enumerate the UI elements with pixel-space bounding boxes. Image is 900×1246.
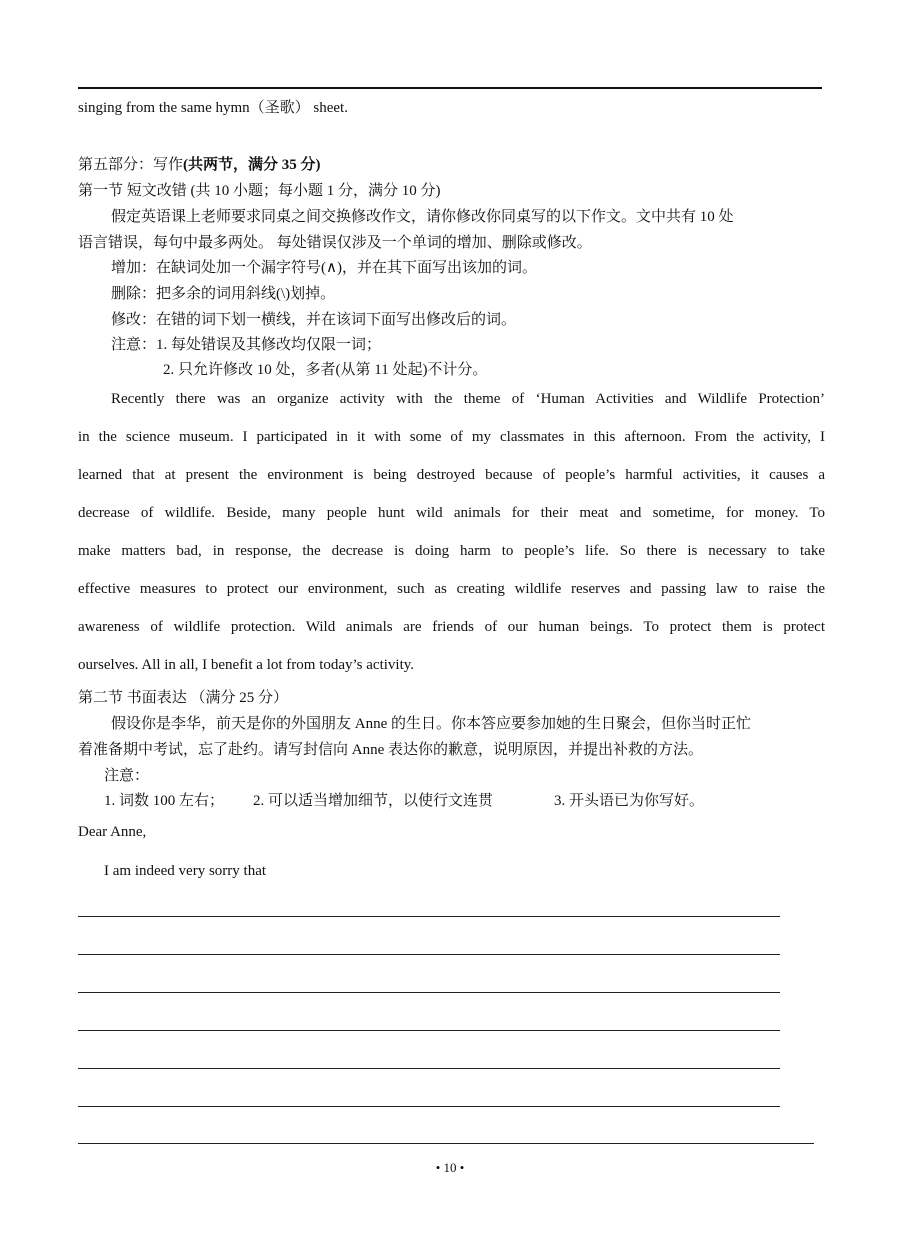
part5-title [78,155,321,175]
section2-note-label: 注意： [104,768,150,784]
continuation-text: singing from the same hymn（圣歌） sheet. [78,100,348,116]
section1-instruction-2: 语言错误，每句中最多两处。 每处错误仅涉及一个单词的增加、删除或修改。 [78,235,592,251]
passage-line-1: Recently there was an organize activity with the theme of ‘Human Activities and Wildlife Protection’ [111,391,825,407]
writing-line[interactable] [78,954,780,955]
section2-note-3: 3. 开头语已为你写好。 [554,793,705,809]
passage-line-8: ourselves. All in all, I benefit a lot from today’s activity. [78,657,415,673]
section1-title: 第一节 短文改错 (共 10 小题；每小题 1 分，满分 10 分) [78,183,441,199]
instruction-note-1: 注意：1. 每处错误及其修改均仅限一词； [111,337,382,353]
instruction-modify: 修改：在错的词下划一横线，并在该词下面写出修改后的词。 [111,312,517,328]
section2-title: 第二节 书面表达 （满分 25 分） [78,690,289,706]
part5-title-score: (共两节，满分 35 分) [183,157,321,173]
passage-line-3: learned that at present the environment is being destroyed because of people’s harmful activities, it causes a [78,467,825,483]
section2-note-1: 1. 词数 100 左右； [104,793,225,809]
instruction-note-2: 2. 只允许修改 10 处，多者(从第 11 处起)不计分。 [163,362,488,378]
page-number: • 10 • [435,1160,465,1175]
writing-line[interactable] [78,1030,780,1031]
writing-line[interactable] [78,992,780,993]
part5-title-prefix: 第五部分：写作 [78,157,184,173]
section2-note-2: 2. 可以适当增加细节，以使行文连贯 [253,793,494,809]
passage-line-2: in the science museum. I participated in it with some of my classmates in this afternoon. From the activity, I [78,429,825,445]
passage-line-4: decrease of wildlife. Beside, many people hunt wild animals for their meat and sometime, for money. To [78,505,825,521]
passage-line-5: make matters bad, in response, the decrease is doing harm to people’s life. So there is necessary to take [78,543,825,559]
letter-salutation: Dear Anne, [78,824,147,840]
writing-line[interactable] [78,1106,780,1107]
instruction-delete: 删除：把多余的词用斜线(\)划掉。 [111,286,336,302]
writing-line[interactable] [78,1068,780,1069]
letter-opening: I am indeed very sorry that [104,863,267,879]
section2-prompt-1: 假设你是李华，前天是你的外国朋友 Anne 的生日。你本答应要参加她的生日聚会，但你当时正忙 [111,716,751,732]
writing-line[interactable] [78,916,780,917]
section2-prompt-2: 着准备期中考试，忘了赴约。请写封信向 Anne 表达你的歉意，说明原因，并提出补救的方法。 [78,742,703,758]
passage-line-6: effective measures to protect our environment, such as creating wildlife reserves and passing law to raise the [78,581,825,597]
instruction-add: 增加：在缺词处加一个漏字符号(∧)，并在其下面写出该加的词。 [111,260,537,276]
header-rule [78,87,822,89]
passage-line-7: awareness of wildlife protection. Wild animals are friends of our human beings. To protect them is protect [78,619,825,635]
writing-line[interactable] [78,1143,814,1144]
section1-instruction-1: 假定英语课上老师要求同桌之间交换修改作文，请你修改你同桌写的以下作文。文中共有 10 处 [111,209,734,225]
